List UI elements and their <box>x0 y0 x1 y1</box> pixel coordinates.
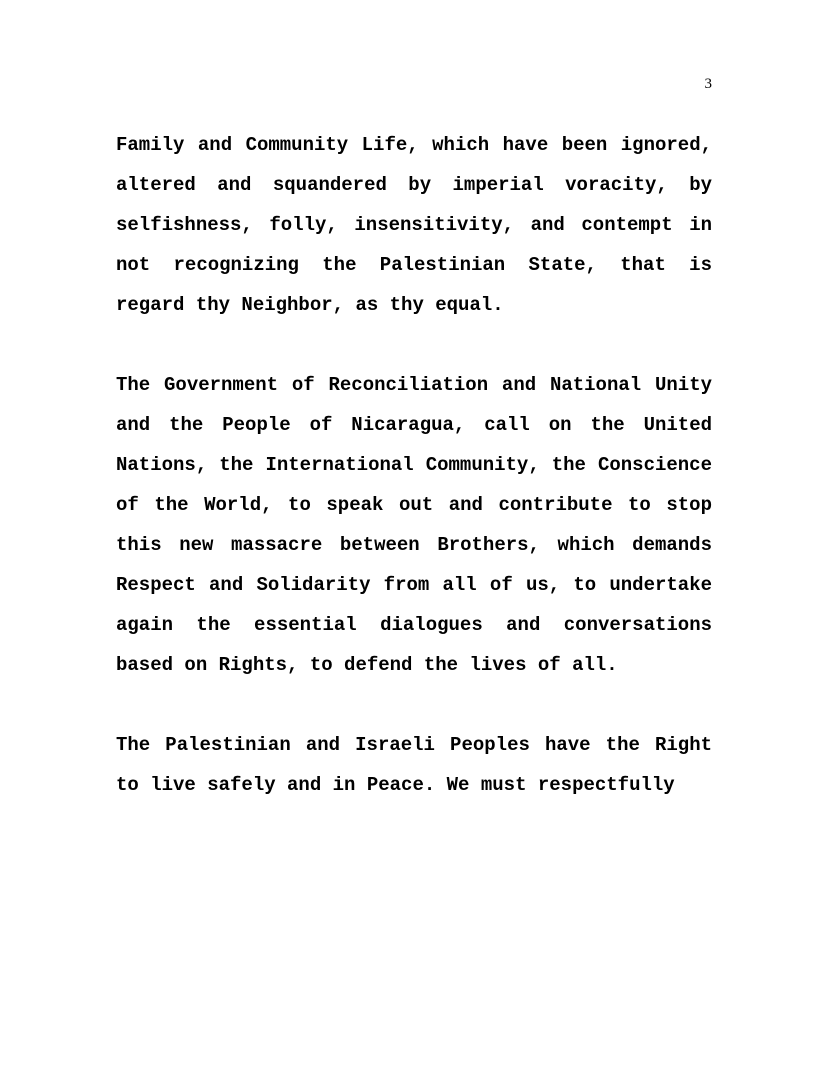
paragraph-1: Family and Community Life, which have been ignored, altered and squandered by imperial voracity, by selfishness, folly, insensitivity, and contempt in not recognizing the Palestinian State, that is regard thy Neighbor, as thy equal. <box>116 134 712 316</box>
paragraph-3: The Palestinian and Israeli Peoples have the Right to live safely and in Peace. We must respectfully <box>116 734 712 796</box>
page-number: 3 <box>704 76 712 92</box>
document-body <box>116 125 712 805</box>
paragraph-2: The Government of Reconciliation and National Unity and the People of Nicaragua, call on the United Nations, the International Community, the Conscience of the World, to speak out and contribute to stop this new massacre between Brothers, which demands Respect and Solidarity from all of us, to undertake again the essential dialogues and conversations based on Rights, to defend the lives of all. <box>116 374 712 676</box>
